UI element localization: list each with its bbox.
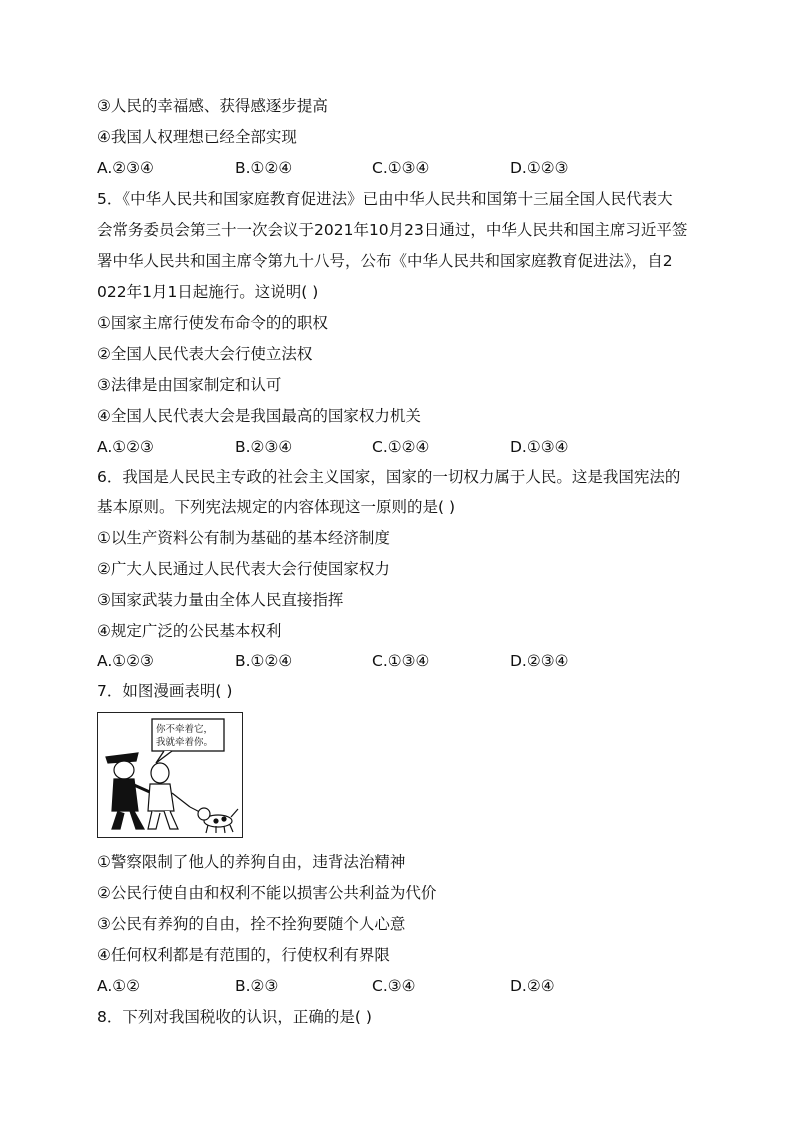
q6-option-b: B.①②④ bbox=[235, 652, 293, 670]
policeman-figure bbox=[106, 753, 152, 829]
q8-stem: 8．下列对我国税收的认识，正确的是( ) bbox=[97, 1008, 372, 1026]
q5-stem-line-2: 会常务委员会第三十一次会议于2021年10月23日通过，中华人民共和国主席习近平签 bbox=[97, 221, 688, 239]
q6-item-2: ②广大人民通过人民代表大会行使国家权力 bbox=[97, 560, 390, 578]
q5-item-4: ④全国人民代表大会是我国最高的国家权力机关 bbox=[97, 407, 421, 425]
q5-item-3: ③法律是由国家制定和认可 bbox=[97, 376, 282, 394]
q4-item-3: ③人民的幸福感、获得感逐步提高 bbox=[97, 97, 328, 115]
q5-stem-line-1: 5．《中华人民共和国家庭教育促进法》已由中华人民共和国第十三届全国人民代表大 bbox=[97, 190, 673, 208]
q6-item-4: ④规定广泛的公民基本权利 bbox=[97, 622, 282, 640]
q6-stem-line-2: 基本原则。下列宪法规定的内容体现这一原则的是( ) bbox=[97, 498, 456, 516]
q5-option-c: C.①②④ bbox=[372, 438, 430, 456]
q7-option-b: B.②③ bbox=[235, 977, 279, 995]
q4-option-d: D.①②③ bbox=[510, 159, 569, 177]
q6-item-3: ③国家武装力量由全体人民直接指挥 bbox=[97, 591, 344, 609]
q5-item-2: ②全国人民代表大会行使立法权 bbox=[97, 345, 313, 363]
q5-option-b: B.②③④ bbox=[235, 438, 293, 456]
q7-stem: 7．如图漫画表明( ) bbox=[97, 682, 233, 700]
q4-item-4: ④我国人权理想已经全部实现 bbox=[97, 128, 297, 146]
q7-item-3: ③公民有养狗的自由，拴不拴狗要随个人心意 bbox=[97, 915, 406, 933]
q5-option-a: A.①②③ bbox=[97, 438, 154, 456]
q4-option-c: C.①③④ bbox=[372, 159, 430, 177]
bubble-line-2: 我就牵着你。 bbox=[156, 737, 214, 748]
q7-item-4: ④任何权利都是有范围的，行使权利有界限 bbox=[97, 946, 390, 964]
q4-option-b: B.①②④ bbox=[235, 159, 293, 177]
q5-option-d: D.①③④ bbox=[510, 438, 569, 456]
q7-item-1: ①警察限制了他人的养狗自由，违背法治精神 bbox=[97, 853, 406, 871]
civilian-figure bbox=[148, 763, 190, 829]
q5-stem-line-3: 署中华人民共和国主席令第九十八号，公布《中华人民共和国家庭教育促进法》，自2 bbox=[97, 252, 673, 270]
q4-option-a: A.②③④ bbox=[97, 159, 154, 177]
q6-option-c: C.①③④ bbox=[372, 652, 430, 670]
bubble-line-1: 你不牵着它， bbox=[156, 724, 214, 735]
q6-stem-line-1: 6．我国是人民民主专政的社会主义国家，国家的一切权力属于人民。这是我国宪法的 bbox=[97, 468, 681, 486]
q6-option-a: A.①②③ bbox=[97, 652, 154, 670]
dog-figure bbox=[198, 808, 238, 833]
q6-option-d: D.②③④ bbox=[510, 652, 569, 670]
speech-bubble-tail bbox=[156, 751, 172, 763]
q7-option-c: C.③④ bbox=[372, 977, 416, 995]
q7-cartoon bbox=[97, 712, 243, 838]
cartoon-drawing bbox=[98, 713, 242, 837]
q7-option-a: A.①② bbox=[97, 977, 141, 995]
q6-item-1: ①以生产资料公有制为基础的基本经济制度 bbox=[97, 529, 390, 547]
q7-item-2: ②公民行使自由和权利不能以损害公共利益为代价 bbox=[97, 884, 437, 902]
q7-option-d: D.②④ bbox=[510, 977, 555, 995]
q5-item-1: ①国家主席行使发布命令的的职权 bbox=[97, 314, 328, 332]
q5-stem-line-4: 022年1月1日起施行。这说明( ) bbox=[97, 283, 319, 301]
